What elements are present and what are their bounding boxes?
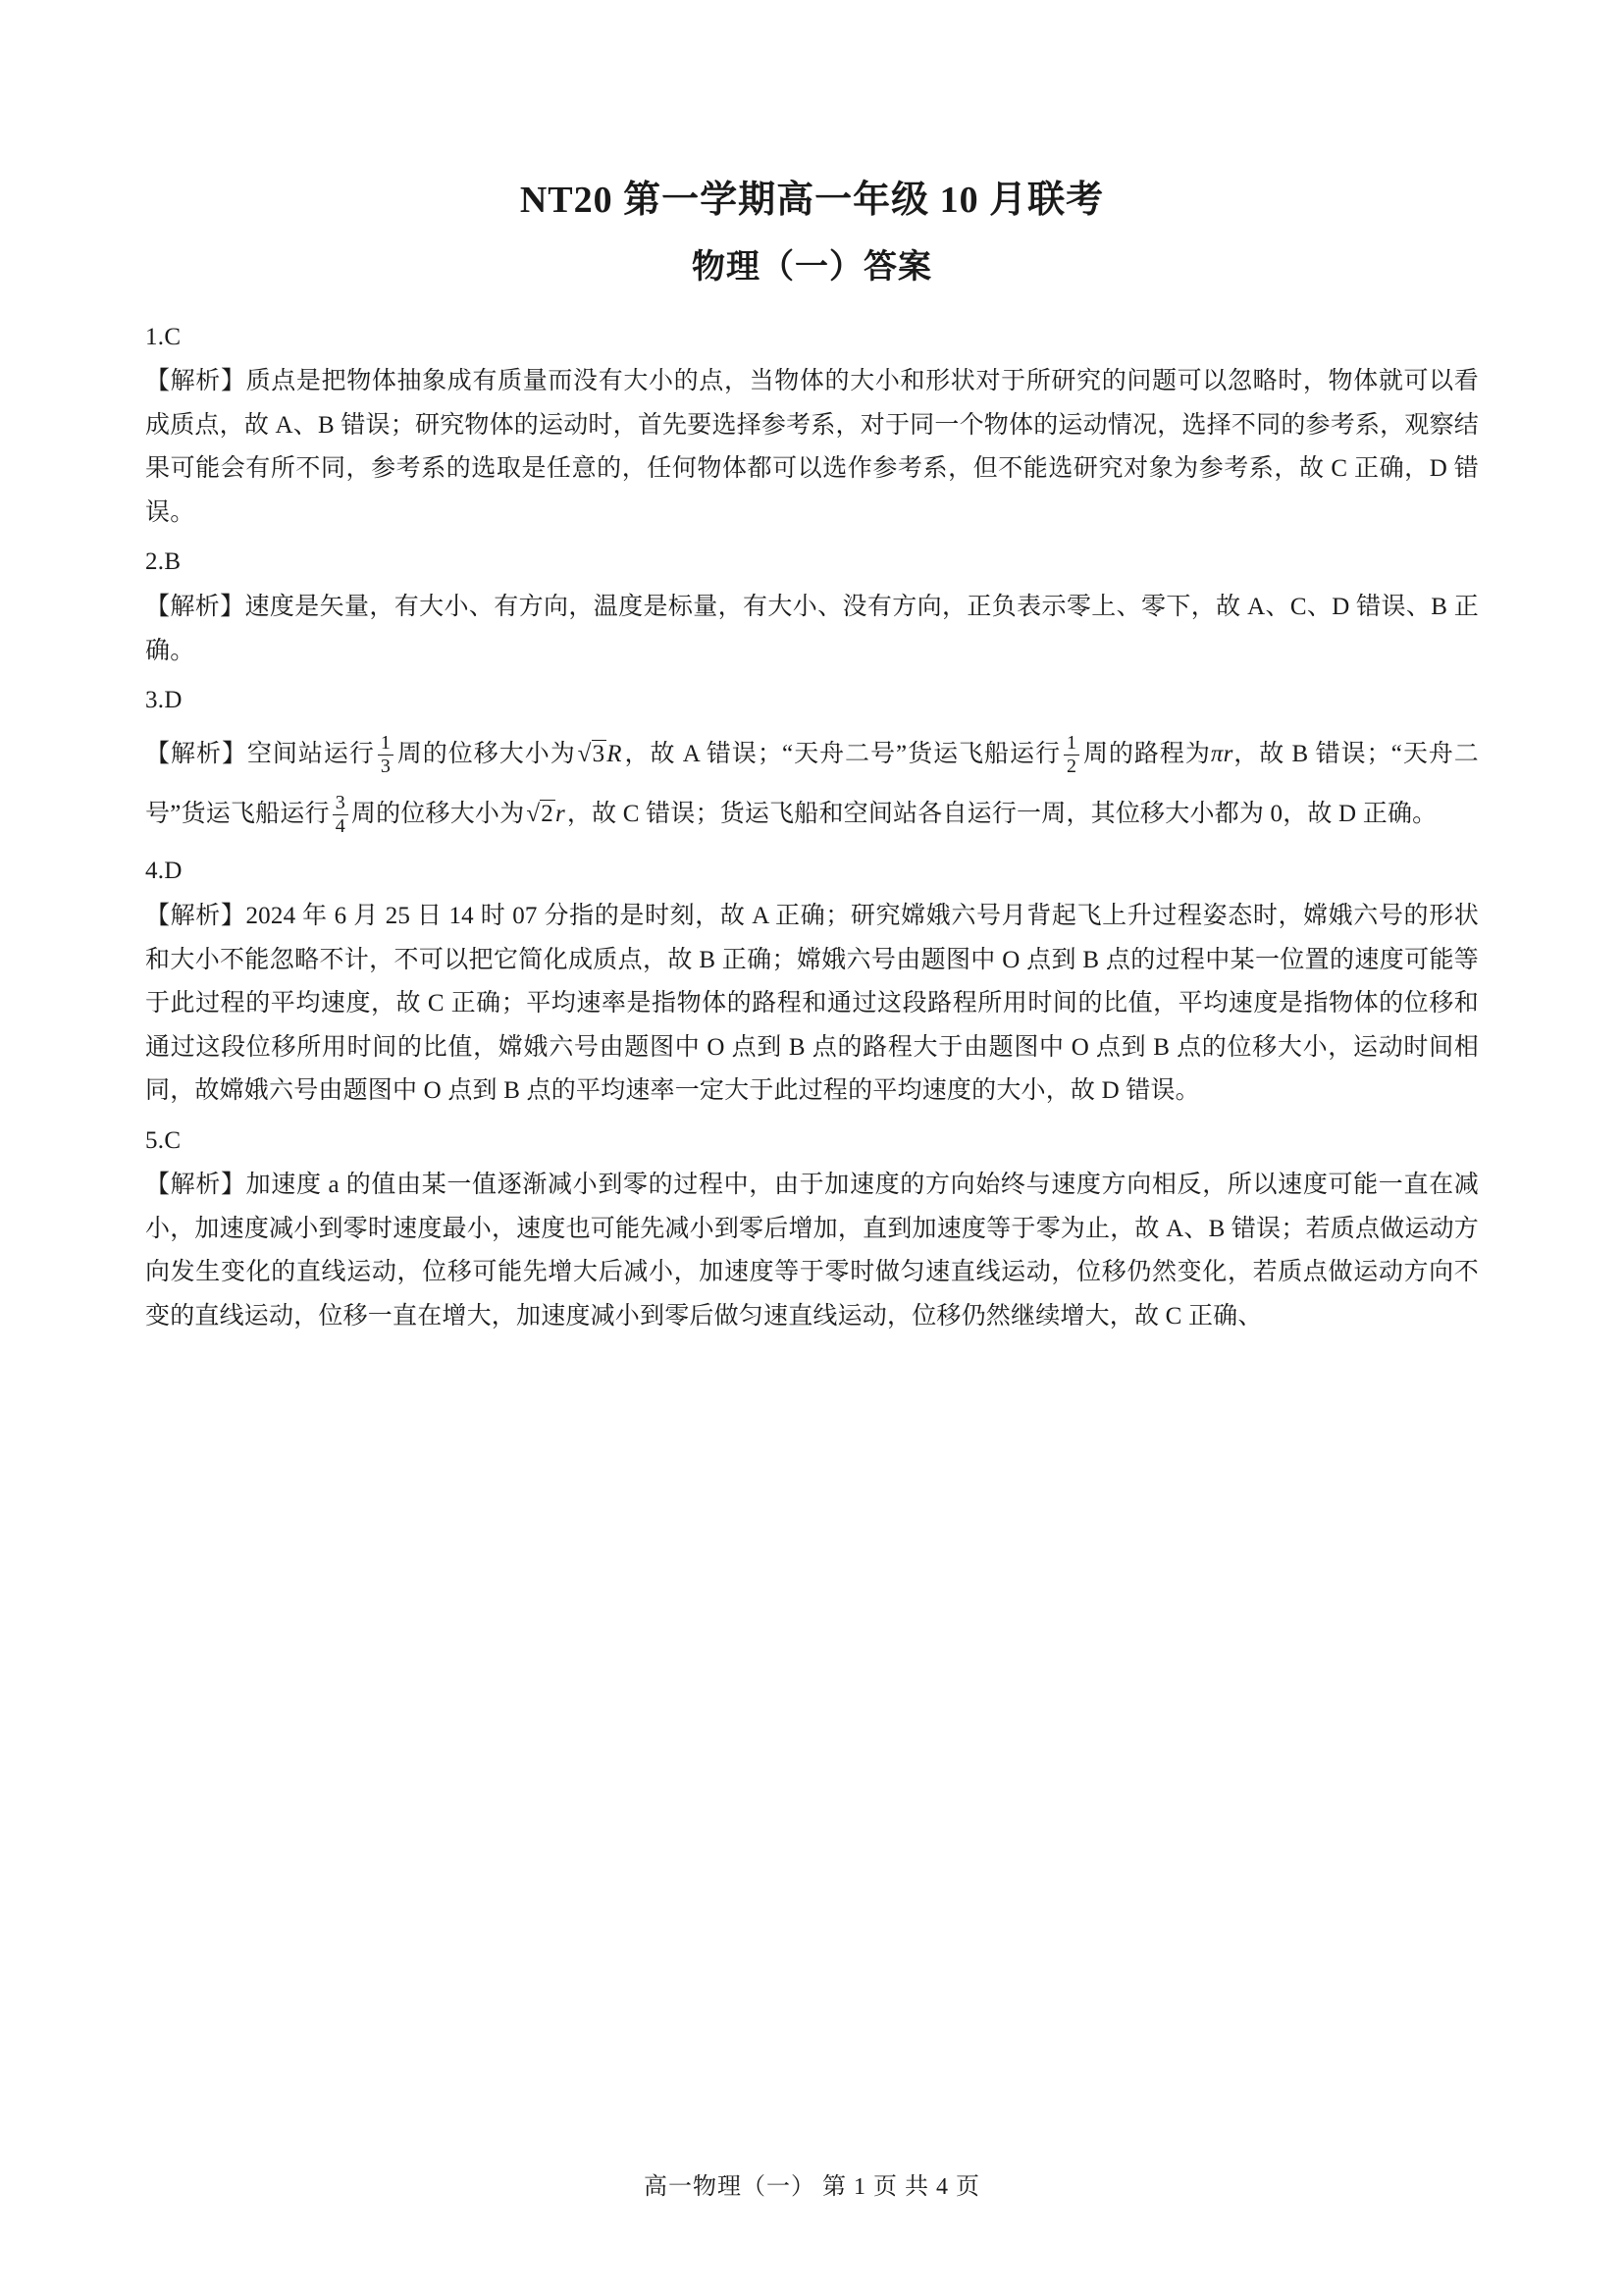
- answer-label-1: 1.C: [145, 323, 182, 350]
- explanation-5: 【解析】加速度 a 的值由某一值逐渐减小到零的过程中，由于加速度的方向始终与速度方向相反，所以速度可能一直在减小，加速度减小到零时速度最小，速度也可能先减小到零后增加，直到加速度等于零为止，故 A、B 错误；若质点做运动方向发生变化的直线运动，位移可能先增大后减小，加速度等于零时做匀速直线运动，位移仍然变化，若质点做运动方向不变的直线运动，位移一直在增大，加速度减小到零后做匀速直线运动，位移仍然继续增大，故 C 正确、: [145, 1172, 1479, 1330]
- fraction-numerator: 1: [378, 732, 393, 755]
- radical-sign: √: [526, 801, 541, 828]
- fraction-denominator: 2: [1066, 755, 1077, 777]
- explanation-2: 【解析】速度是矢量，有大小、有方向，温度是标量，有大小、没有方向，正负表示零上、零下，故 A、C、D 错误、B 正确。: [145, 594, 1479, 664]
- explanation-3-seg5: ，故 B 错误；“天舟二号”货运飞船运行: [145, 740, 1479, 828]
- explanation-3: [145, 724, 1479, 845]
- answer-label-5: 5.C: [145, 1126, 182, 1154]
- fraction-three-quarters: [333, 792, 348, 837]
- page-footer: 高一物理（一） 第 1 页 共 4 页: [644, 2174, 980, 2200]
- radical-sign: √: [577, 740, 592, 767]
- sqrt-three-r: [578, 724, 622, 784]
- explanation-3-seg2: 周的位移大小为: [396, 740, 576, 767]
- fraction-one-third: [378, 732, 393, 777]
- explanation-3-seg6: 周的位移大小为: [350, 801, 525, 828]
- variable-r-lower: r: [554, 801, 565, 828]
- sqrt-two-r: [526, 784, 565, 844]
- answer-label-2: 2.B: [145, 548, 182, 576]
- answer-label-3: 3.D: [145, 687, 183, 714]
- fraction-numerator: 1: [1064, 732, 1079, 755]
- explanation-3-seg1: 【解析】空间站运行: [145, 740, 375, 767]
- variable-r-capital: R: [606, 740, 622, 767]
- explanation-3-seg3: ，故 A 错误；“天舟二号”货运飞船运行: [623, 740, 1061, 767]
- explanation-4: 【解析】2024 年 6 月 25 日 14 时 07 分指的是时刻，故 A 正确；研究嫦娥六号月背起飞上升过程姿态时，嫦娥六号的形状和大小不能忽略不计，不可以把它简化成质点，故 B 正确；嫦娥六号由题图中 O 点到 B 点的过程中某一位置的速度可能等于此过程的平均速度，故 C 正确；平均速率是指物体的路程和通过这段路程所用时间的比值，平均速度是指物体的位移和通过这段位移所用时间的比值，嫦娥六号由题图中 O 点到 B 点的路程大于由题图中 O 点到 B 点的位移大小，运动时间相同，故嫦娥六号由题图中 O 点到 B 点的平均速率一定大于此过程的平均速度的大小，故 D 错误。: [145, 903, 1479, 1105]
- radicand: 3: [592, 740, 605, 767]
- fraction-denominator: 4: [335, 814, 345, 837]
- radicand: 2: [541, 801, 553, 828]
- answer-label-4: 4.D: [145, 858, 183, 885]
- explanation-3-seg4: 周的路程为: [1082, 740, 1211, 767]
- page-subtitle: 物理（一）答案: [692, 249, 932, 287]
- fraction-denominator: 3: [380, 755, 392, 777]
- explanation-3-seg7: ，故 C 错误；货运飞船和空间站各自运行一周，其位移大小都为 0，故 D 正确。: [566, 801, 1438, 828]
- fraction-one-half: [1064, 732, 1079, 777]
- explanation-1: 【解析】质点是把物体抽象成有质量而没有大小的点，当物体的大小和形状对于所研究的问题可以忽略时，物体就可以看成质点，故 A、B 错误；研究物体的运动时，首先要选择参考系，对于同一个物体的运动情况，选择不同的参考系，观察结果可能会有所不同，参考系的选取是任意的，任何物体都可以选作参考系，但不能选研究对象为参考系，故 C 正确，D 错误。: [145, 368, 1479, 526]
- fraction-numerator: 3: [333, 792, 348, 814]
- expression-pi-r: πr: [1210, 740, 1233, 767]
- page-title: NT20 第一学期高一年级 10 月联考: [519, 180, 1105, 221]
